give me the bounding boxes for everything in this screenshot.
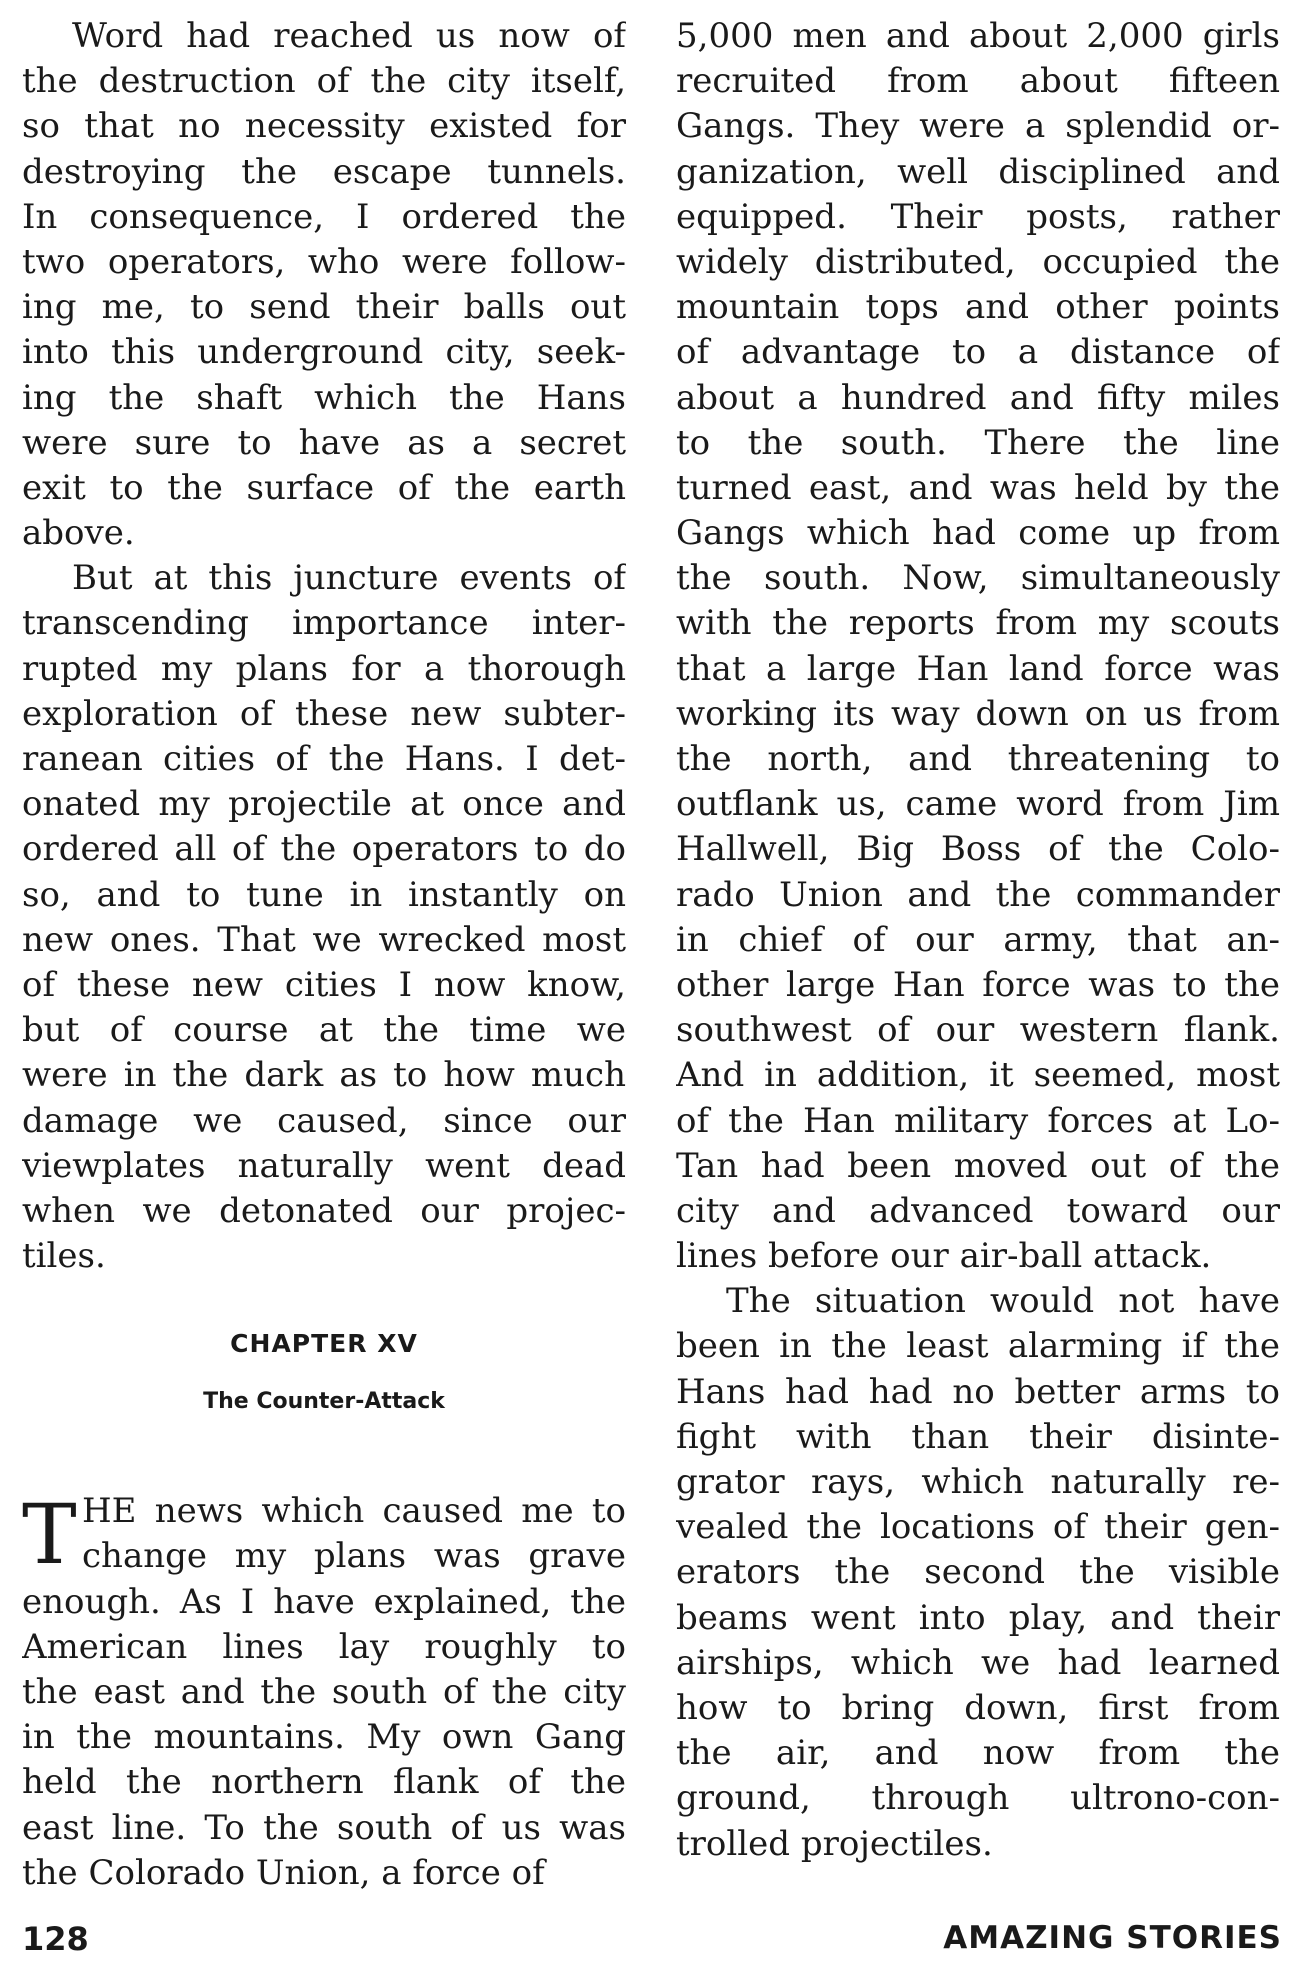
text-line: transcending importance inter- xyxy=(22,603,626,644)
text-line: beams went into play, and their xyxy=(676,1597,1280,1638)
right-column xyxy=(676,14,1280,1867)
text-line: widely distributed, occupied the xyxy=(676,241,1280,282)
text-line: recruited from about fifteen xyxy=(676,61,1280,102)
text-line: ing me, to send their balls out xyxy=(22,287,626,328)
text-line: in chief of our army, that an- xyxy=(676,919,1280,960)
text-line: Gangs which had come up from xyxy=(676,513,1280,554)
text-line: southwest of our western flank. xyxy=(676,1010,1280,1051)
text-line: held the northern flank of the xyxy=(22,1762,626,1803)
text-line: rado Union and the commander xyxy=(676,874,1280,915)
text-line: The situation would not have xyxy=(726,1281,1280,1322)
left-column xyxy=(22,14,626,1896)
paragraph-dropcap xyxy=(22,1489,626,1896)
text-line: 5,000 men and about 2,000 girls xyxy=(676,16,1280,56)
text-line: other large Han force was to the xyxy=(676,964,1280,1005)
text-line: the destruction of the city itself, xyxy=(22,61,626,102)
paragraph xyxy=(22,14,626,556)
text-line: erators the second the visible xyxy=(676,1552,1280,1593)
text-line: exploration of these new subter- xyxy=(22,693,626,734)
text-line: been in the least alarming if the xyxy=(676,1326,1280,1367)
text-line: American lines lay roughly to xyxy=(22,1626,626,1667)
text-line: the Colorado Union, a force of xyxy=(22,1852,545,1893)
text-line: onated my projectile at once and xyxy=(22,784,626,825)
text-line: of advantage to a distance of xyxy=(676,332,1280,373)
text-line: Word had reached us now of xyxy=(72,16,626,56)
chapter-number: CHAPTER XV xyxy=(230,1329,418,1359)
text-line: to the south. There the line xyxy=(676,422,1280,463)
chapter-heading xyxy=(22,1279,626,1489)
text-line: Hans had had no better arms to xyxy=(676,1371,1280,1412)
chapter-title: The Counter-Attack xyxy=(203,1389,445,1415)
text-line: so that no necessity existed for xyxy=(22,106,626,147)
text-line: And in addition, it seemed, most xyxy=(676,1055,1280,1096)
text-line: when we detonated our projec- xyxy=(22,1190,626,1231)
text-line: vealed the locations of their gen- xyxy=(676,1507,1280,1548)
text-line: grator rays, which naturally re- xyxy=(676,1462,1280,1502)
text-line: ranean cities of the Hans. I det- xyxy=(22,739,626,779)
text-line: fight with than their disinte- xyxy=(676,1416,1280,1457)
text-line: damage we caused, since our xyxy=(22,1100,626,1141)
text-line: of the Han military forces at Lo- xyxy=(676,1100,1280,1141)
text-line: lines before our air-ball attack. xyxy=(676,1236,1212,1277)
text-line: exit to the surface of the earth xyxy=(22,467,626,508)
text-line: tiles. xyxy=(22,1236,106,1277)
text-line: turned east, and was held by the xyxy=(676,467,1280,508)
text-line: the south. Now, simultaneously xyxy=(676,558,1280,599)
text-line: two operators, who were follow- xyxy=(22,241,626,282)
page-number: 128 xyxy=(22,1920,89,1958)
text-line: the north, and threatening to xyxy=(676,739,1280,779)
text-line: how to bring down, first from xyxy=(676,1687,1280,1728)
text-line: above. xyxy=(22,513,135,554)
text-line: Gangs. They were a splendid or- xyxy=(676,106,1280,147)
text-line: rupted my plans for a thorough xyxy=(22,648,626,689)
text-line: with the reports from my scouts xyxy=(676,603,1280,644)
text-line: destroying the escape tunnels. xyxy=(22,151,626,192)
text-line: Tan had been moved out of the xyxy=(676,1145,1280,1186)
text-line: trolled projectiles. xyxy=(676,1823,993,1864)
text-line: were in the dark as to how much xyxy=(22,1055,626,1096)
text-line: viewplates naturally went dead xyxy=(22,1145,626,1186)
text-line: into this underground city, seek- xyxy=(22,332,626,373)
text-line: airships, which we had learned xyxy=(676,1642,1280,1683)
text-line: so, and to tune in instantly on xyxy=(22,874,626,915)
text-line: but of course at the time we xyxy=(22,1010,626,1051)
text-line: enough. As I have explained, the xyxy=(22,1581,626,1622)
text-line: outflank us, came word from Jim xyxy=(676,784,1280,825)
text-line: east line. To the south of us was xyxy=(22,1807,626,1848)
text-line: HE news which caused me to xyxy=(82,1491,626,1532)
text-line: Hallwell, Big Boss of the Colo- xyxy=(676,829,1280,870)
text-line: about a hundred and fifty miles xyxy=(676,377,1280,418)
text-line: that a large Han land force was xyxy=(676,648,1280,689)
text-line: new ones. That we wrecked most xyxy=(22,919,626,960)
text-line: ing the shaft which the Hans xyxy=(22,377,626,418)
drop-cap: T xyxy=(22,1488,77,1584)
text-line: In consequence, I ordered the xyxy=(22,196,626,237)
magazine-title: AMAZING STORIES xyxy=(943,1920,1282,1956)
page-footer xyxy=(0,1920,1312,1970)
paragraph xyxy=(676,1279,1280,1866)
text-line: But at this juncture events of xyxy=(72,558,626,599)
text-line: in the mountains. My own Gang xyxy=(22,1717,626,1758)
text-line: city and advanced toward our xyxy=(676,1190,1280,1231)
text-line: ground, through ultrono-con- xyxy=(676,1778,1280,1819)
text-line: equipped. Their posts, rather xyxy=(676,196,1280,237)
text-line: change my plans was grave xyxy=(82,1536,626,1577)
text-line: ordered all of the operators to do xyxy=(22,829,626,870)
paragraph xyxy=(22,556,626,1279)
text-line: working its way down on us from xyxy=(676,693,1280,734)
text-line: the air, and now from the xyxy=(676,1733,1280,1774)
text-line: the east and the south of the city xyxy=(22,1672,626,1712)
text-line: mountain tops and other points xyxy=(676,287,1280,328)
text-line: of these new cities I now know, xyxy=(22,964,626,1005)
text-line: were sure to have as a secret xyxy=(22,422,626,463)
paragraph xyxy=(676,14,1280,1279)
text-line: ganization, well disciplined and xyxy=(676,151,1280,192)
